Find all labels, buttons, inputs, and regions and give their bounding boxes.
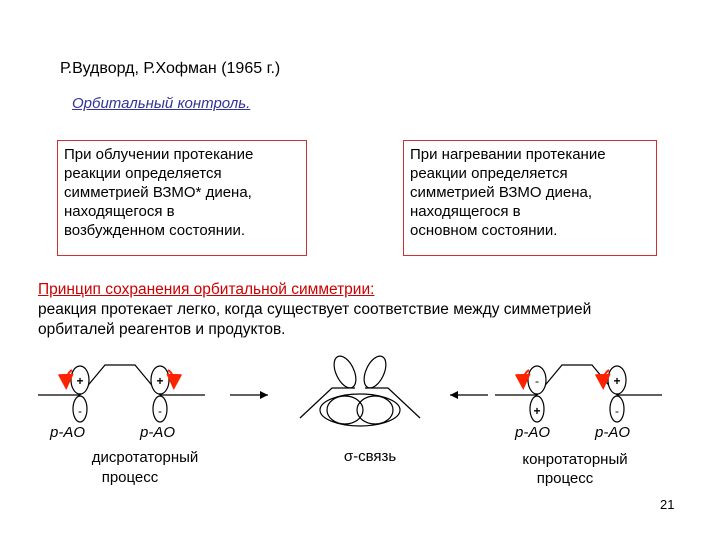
principle-line: орбиталей реагентов и продуктов. bbox=[38, 321, 286, 338]
thermal-conditions-box bbox=[403, 140, 657, 256]
phase-plus: + bbox=[156, 374, 164, 388]
process-label: процесс bbox=[101, 469, 159, 486]
phase-minus: - bbox=[615, 404, 619, 418]
process-label: конротаторный bbox=[522, 451, 628, 468]
diene-chain bbox=[537, 365, 617, 395]
sigma-overlap bbox=[320, 394, 400, 426]
phase-minus: - bbox=[535, 374, 539, 388]
phase-plus: + bbox=[613, 374, 621, 388]
ao-label: p-AO bbox=[50, 424, 86, 441]
ao-label: p-AO bbox=[595, 424, 631, 441]
sigma-bond-diagram bbox=[300, 353, 420, 426]
box-line: основном состоянии. bbox=[410, 222, 558, 239]
ao-label: p-AO bbox=[140, 424, 176, 441]
box-line: При нагревании протекание bbox=[410, 146, 606, 163]
principle-line: реакция протекает легко, когда существует соответствие между симметрией bbox=[38, 301, 592, 318]
phase-minus: - bbox=[158, 404, 162, 418]
principle-title: Принцип сохранения орбитальной симметрии: bbox=[38, 281, 375, 298]
photo-conditions-box bbox=[57, 140, 307, 256]
box-line: находящегося в bbox=[64, 203, 175, 220]
box-line: При облучении протекание bbox=[64, 146, 254, 163]
phase-minus: - bbox=[78, 404, 82, 418]
section-subtitle: Орбитальный контроль. bbox=[72, 95, 251, 112]
box-line: реакции определяется bbox=[64, 165, 222, 182]
orbital-lobe bbox=[330, 353, 361, 391]
orbital-scheme bbox=[0, 350, 720, 500]
arrowhead bbox=[450, 391, 458, 399]
ao-label: p-AO bbox=[515, 424, 551, 441]
process-label: дисротаторный bbox=[91, 449, 199, 466]
process-label: процесс bbox=[536, 470, 594, 487]
arrowhead bbox=[260, 391, 268, 399]
box-line: находящегося в bbox=[410, 203, 521, 220]
sigma-label: σ-связь bbox=[343, 448, 397, 465]
phase-plus: + bbox=[533, 404, 541, 418]
disrotatory-diagram bbox=[38, 365, 205, 422]
box-line: реакции определяется bbox=[410, 165, 568, 182]
authors-title: Р.Вудворд, Р.Хофман (1965 г.) bbox=[60, 60, 281, 77]
box-line: симметрией ВЗМО* диена, bbox=[64, 184, 252, 201]
orbital-lobe bbox=[360, 353, 391, 391]
page-number: 21 bbox=[660, 497, 675, 512]
diene-chain bbox=[80, 365, 160, 395]
symmetry-principle bbox=[38, 280, 698, 340]
box-line: возбужденном состоянии. bbox=[64, 222, 246, 239]
box-line: симметрией ВЗМО диена, bbox=[410, 184, 592, 201]
conrotatory-diagram bbox=[495, 365, 662, 422]
phase-plus: + bbox=[76, 374, 84, 388]
